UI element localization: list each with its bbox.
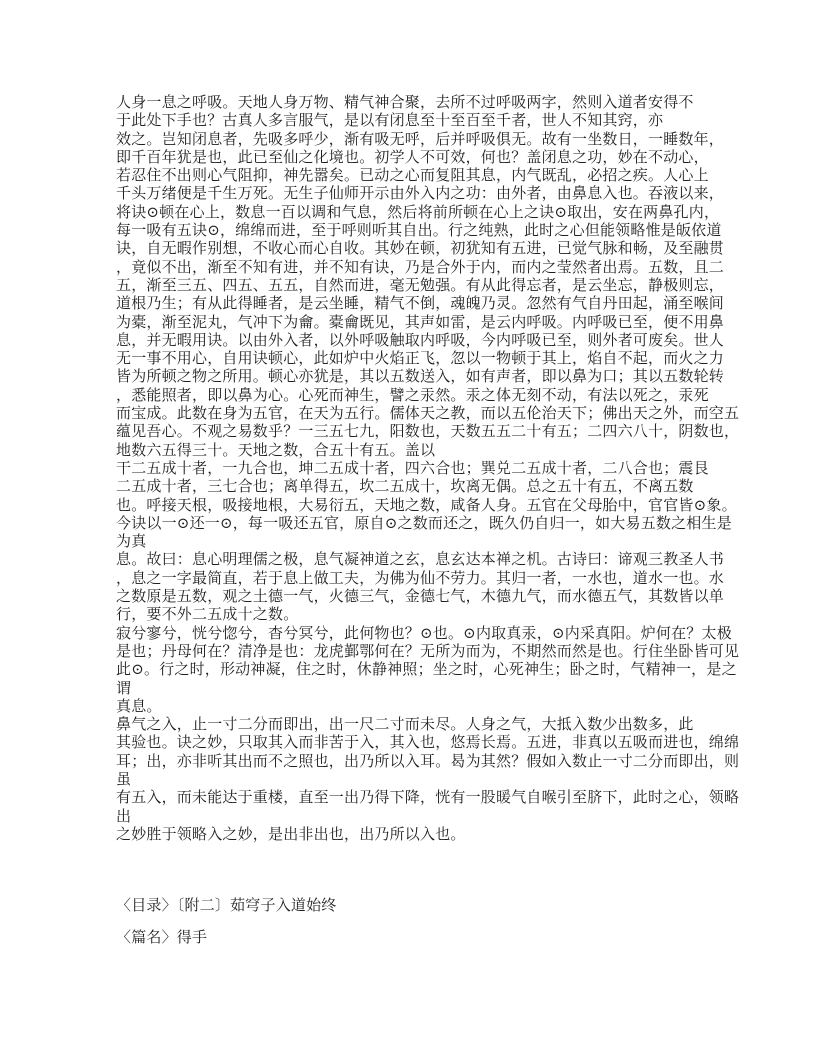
text-line: 之数原是五数，观之土德一气，火德三气，金德七气，木德九气，而水德五气，其数皆以单: [116, 589, 725, 606]
text-line: 若忍住不出则心气阻抑，神先嚣矣。已动之心而复阻其息，内气既乱，必招之疾。人心上: [116, 168, 709, 185]
text-line: 今诀以一⊙还一⊙，每一吸还五官，原自⊙之数而还之，既久仍自归一，如大易五数之相生是: [116, 515, 732, 532]
text-line: 息。故曰：息心明理儒之极，息气凝神道之玄，息玄达本禅之机。古诗曰：谛观三教圣人书: [116, 552, 725, 569]
toc-entry: 〈目录〉〔附二〕茹穹子入道始终: [116, 898, 337, 915]
text-line: 蕴见吾心。不观之易数乎？一三五七九，阳数也，天数五五二十有五；二四六八十，阴数也，: [116, 424, 740, 441]
text-line: 五，渐至三五、四五、五五，自然而进，毫无勉强。有从此得忘者，是云坐忘，静极则忘，: [116, 277, 725, 294]
text-line: 诀，自无暇作别想，不收心而心自收。其妙在顿，初犹知有五进，已觉气脉和畅，及至融贯: [116, 241, 725, 258]
text-line: 此⊙。行之时，形动神凝，住之时，休静神照；坐之时，心死神生；卧之时，气精神一，是之: [116, 662, 737, 679]
text-line: ，竟似不出，渐至不知有进，并不知有诀，乃是合外于内，而内之莹然者出焉。五数，且二: [116, 259, 725, 276]
text-line: 行，要不外二五成十之数。: [116, 607, 299, 624]
text-line: 之妙胜于领略入之妙，是出非出也，出乃所以入也。: [116, 826, 466, 843]
text-line: 真息。: [116, 698, 162, 715]
text-line: 其验也。诀之妙，只取其入而非苦于入，其入也，悠焉长焉。五进，非真以五吸而进也，绵绵: [116, 735, 740, 752]
text-line: 每一吸有五诀⊙，绵绵而进，至于呼则听其自出。行之纯熟，此时之心但能领略惟是皈依道: [116, 223, 722, 240]
text-line: 有五入，而未能达于重楼，直至一出乃得下降，恍有一股暖气自喉引至脐下，此时之心，领略: [116, 790, 740, 807]
text-line: 出: [116, 808, 132, 825]
text-line: 为真: [116, 534, 147, 551]
text-line: 将诀⊙顿在心上，数息一百以调和气息，然后将前所顿在心上之诀⊙取出，安在两鼻孔内，: [116, 204, 720, 221]
text-line: 皆为所顿之物之所用。顿心亦犹是，其以五数送入，如有声者，即以鼻为口；其以五数轮转: [116, 369, 725, 386]
text-line: 鼻气之入，止一寸二分而即出，出一尺二寸而未尽。人身之气，大抵入数少出数多，此: [116, 717, 694, 734]
text-line: 道根乃生；有从此得睡者，是云坐睡，精气不倒，魂魄乃灵。忽然有气自丹田起，涌至喉间: [116, 296, 725, 313]
text-line: 是也；丹母何在？清净是也：龙虎鄞鄂何在？无所为而为，不期然而然是也。行住坐卧皆可见: [116, 643, 740, 660]
text-line: 干二五成十者，一九合也，坤二五成十者，四六合也；巽兑二五成十者，二八合也；震艮: [116, 460, 709, 477]
text-line: 人身一息之呼吸。天地人身万物、精气神合聚，去所不过呼吸两字，然则入道者安得不: [116, 95, 694, 111]
text-line: 谓: [116, 680, 132, 697]
text-line: 虽: [116, 771, 132, 788]
text-line: ，悉能照者，即以鼻为心。心死而神生，譬之汞然。汞之体无刻不动，有法以死之，汞死: [116, 387, 709, 404]
text-line: 为橐，渐至泥丸，气冲下为龠。橐龠既见，其声如雷，是云内呼吸。内呼吸已至，便不用鼻: [116, 314, 725, 331]
text-line: 耳；出，亦非听其出而不之照也，出乃所以入耳。曷为其然？假如入数止一寸二分而即出，则: [116, 753, 740, 770]
text-line: 二五成十者，三七合也；离单得五，坎二五成十，坎离无偶。总之五十有五，不离五数: [116, 479, 694, 496]
text-line: 效之。岂知闭息者，先吸多呼少，渐有吸无呼，后并呼吸俱无。故有一坐数日，一睡数年，: [116, 131, 725, 148]
text-line: 千头万绪便是千生万死。无生子仙师开示由外入内之功：由外者，由鼻息入也。吞液以来，: [116, 186, 725, 203]
text-line: 寂兮寥兮，恍兮惚兮，杳兮冥兮，此何物也？⊙也。⊙内取真汞，⊙内采真阳。炉何在？太极: [116, 625, 732, 642]
text-line: 而宝成。此数在身为五官，在天为五行。儒体天之教，而以五伦治天下；佛出天之外，而空五: [116, 406, 740, 423]
text-line: ，息之一字最简直，若于息上做工夫，为佛为仙不劳力。其归一者，一水也，道水一也。水: [116, 570, 725, 587]
text-line: 于此处下手也？古真人多言服气，是以有闭息至十至百至千者，世人不知其窍，亦: [116, 113, 664, 130]
text-line: 无一事不用心，自用诀顿心，此如炉中火焰正飞，忽以一物顿于其上，焰自不起，而火之力: [116, 351, 725, 368]
text-line: 地数六五得三十。天地之数，合五十有五。盖以: [116, 442, 436, 459]
text-line: 即千百年犹是也，此已至仙之化境也。初学人不可效，何也？盖闭息之功，妙在不动心，: [116, 149, 709, 166]
text-line: 息，并无暇用诀。以由外入者，以外呼吸触取内呼吸，今内呼吸已至，则外者可废矣。世人: [116, 332, 725, 349]
text-line: 也。呼接天根，吸接地根，大易衍五，天地之数，咸备人身。五官在父母胎中，官官皆⊙象。: [116, 497, 737, 514]
section-title: 〈篇名〉得手: [116, 930, 208, 947]
body-text: [116, 94, 776, 844]
